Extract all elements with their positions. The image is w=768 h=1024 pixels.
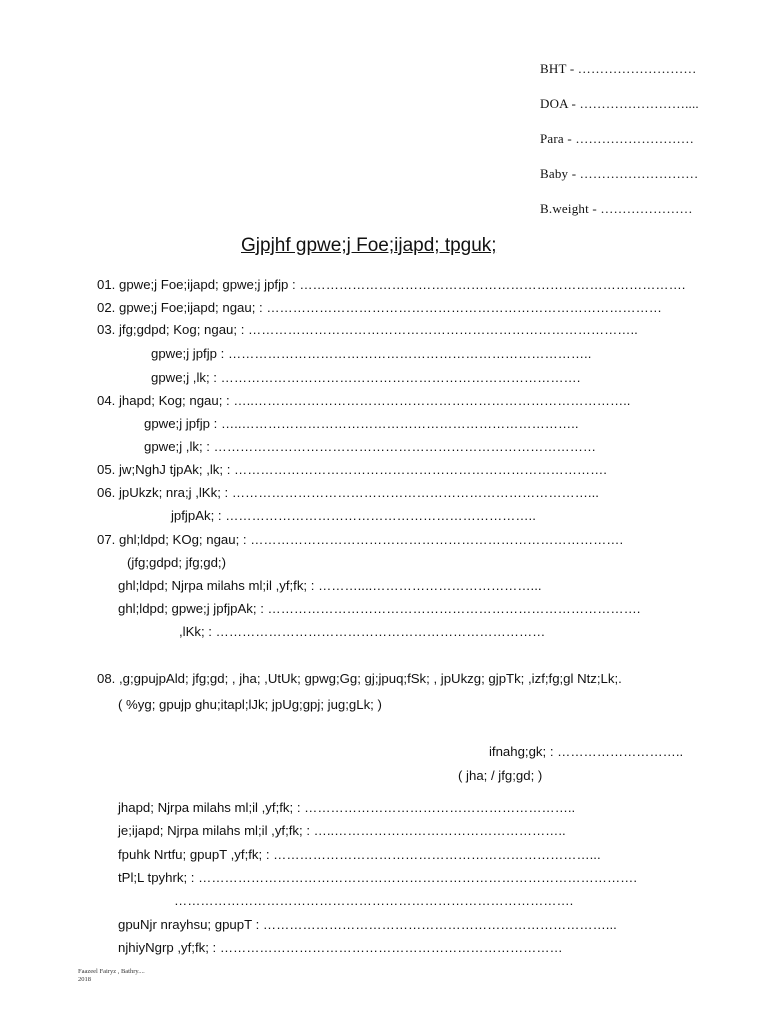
form-line-08-attachment-note: 08. ,g;gpujpAld; jfg;gd; , jha; ,UtUk; gpwg;Gg; gj;jpuq;fSk; , jpUkzg; gjpTk; ,izf;fg;gl Ntz;Lk;. [97,671,622,686]
signature-role: ( jha; / jfg;gd; ) [458,768,543,783]
form-line-02-child-name: 02. gpwe;j Foe;ijapd; ngau; : ……………………………………………………………………………… [97,300,662,315]
form-line-07-grandfather-birth-date: ghl;ldpd; gpwe;j jpfjpAk; : …………………………………………………………………………. [118,601,641,616]
form-line-04-mother-birth-place: gpwe;j ,lk; : …………………………………………………………………………… [144,439,597,454]
form-line-08-return-note: ( %yg; gpujp ghu;itapl;lJk; jpUg;gpj; jug;gLk; ) [118,697,382,712]
home-address-line: tPl;L tpyhrk; : ………………………………………………………………………………………. [118,870,637,885]
doa-field: DOA - …………………….... [540,96,699,111]
ds-division-line: gpuNjr nrayhsu; gpupT : ……………………………………………………………………... [118,917,617,932]
form-line-03-father-birth-date: gpwe;j jpfjp : ……………………………………………………………………….. [151,346,592,361]
form-line-06-marriage-place: 06. jpUkzk; nra;j ,lKk; : ………………………………………………………………………... [97,485,599,500]
footer-author: Faazeel Fairyz , Bathry.... [78,968,145,975]
form-line-06-marriage-date: jpfjpAk; : …………………………………………………………….. [171,508,536,523]
footer-credit [78,968,145,984]
bht-field: BHT - ……………………… [540,61,697,76]
phone-number-line: njhiyNgrp ,yf;fk; : …………………………………………………………………… [118,940,563,955]
form-line-03-father-birth-place: gpwe;j ,lk; : ………………………………………………………………………. [151,370,581,385]
form-line-07-grandfather-note: (jfg;gdpd; jfg;gd;) [127,555,226,570]
form-line-04-mother-birth-date: gpwe;j jpfjp : …..………………………………………………………………….. [144,416,579,431]
form-line-07-grandfather-nic: ghl;ldpd; Njrpa milahs ml;il ,yf;fk; : ………....………………………………... [118,578,542,593]
form-line-07-grandfather-birth-place: ,lKk; : ………………………………………………………………… [179,624,546,639]
birth-weight-field: B.weight - ………………… [540,201,693,216]
form-line-04-mother-name: 04. jhapd; Kog; ngau; : …..………………………………………………………………………….. [97,393,631,408]
form-line-03-father-name: 03. jfg;gdpd; Kog; ngau; : …………………………………………………………………………….. [97,322,638,337]
para-field: Para - ……………………… [540,131,695,146]
footer-year: 2018 [78,976,91,983]
form-line-05-current-residence: 05. jw;NghJ tjpAk; ,lk; : …………………………………………………………………………. [97,462,607,477]
gn-division-line: fpuhk Nrtfu; gpupT ,yf;fk; : ………………………………………………………………... [118,847,601,862]
form-title: Gjpjhf gpwe;j Foe;ijapd; tpguk; [241,235,497,256]
home-address-continuation: ………………………………………………………………………………. [174,893,574,908]
form-line-01-birth-date: 01. gpwe;j Foe;ijapd; gpwe;j jpfjp : ……………………………………………………………………………. [97,277,686,292]
mother-nic-line: jhapd; Njrpa milahs ml;il ,yf;fk; : …………………………………………………….. [118,800,576,815]
father-nic-line: je;ijapd; Njrpa milahs ml;il ,yf;fk; : …..…………………………………………….. [118,823,566,838]
signature-line: ifnahg;gk; : ……………………….. [489,744,684,759]
form-line-07-grandfather-name: 07. ghl;ldpd; KOg; ngau; : …………………………………………………………………………. [97,532,624,547]
baby-field: Baby - ……………………… [540,166,699,181]
